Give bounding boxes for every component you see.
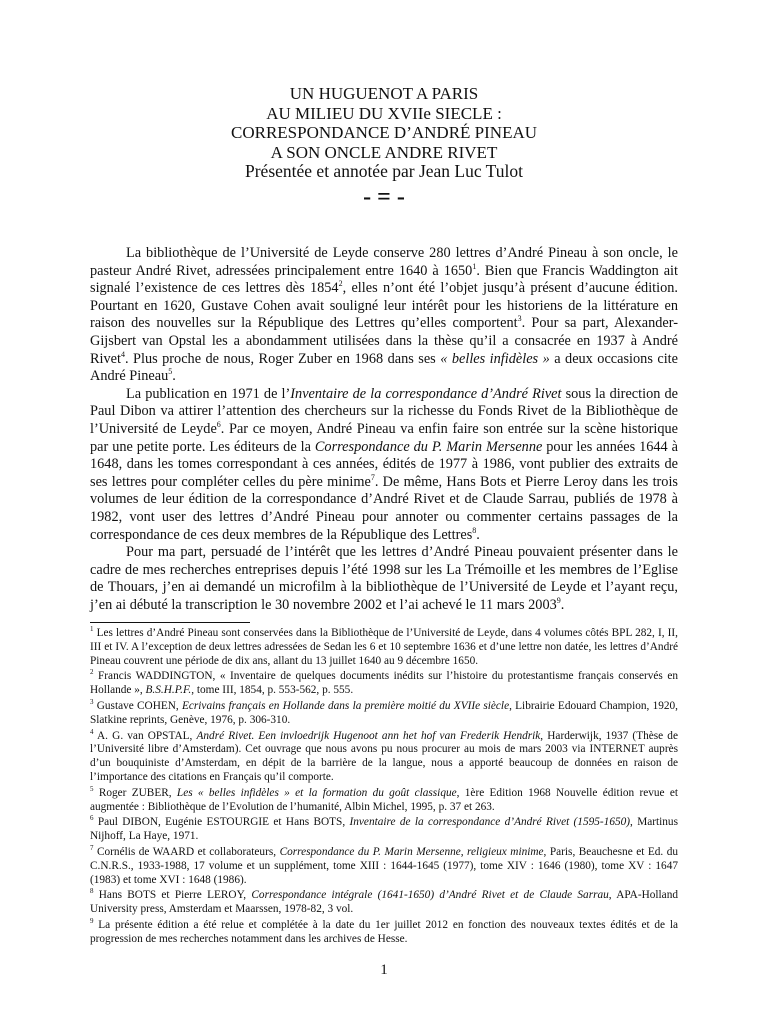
footnote-text: , tome III, 1854, p. 553-562, p. 555. — [191, 684, 354, 697]
footnote-3 — [90, 700, 678, 728]
footnote-text: , Librairie Edouard Champion, 1920, Slatkine reprints, Genève, 1976, p. 306-310. — [90, 699, 678, 726]
footnote-number: 9 — [90, 917, 94, 926]
footnote-text: Paul DIBON, Eugénie ESTOURGIE et Hans BOTS, — [93, 816, 350, 829]
footnote-text: Roger ZUBER, — [93, 786, 177, 799]
footnote-text: , 1ère Edition 1968 Nouvelle édition revue et augmentée : Bibliothèque de l’Evolution de l’humanité, Albin Michel, 1995, p. 37 et 263. — [90, 786, 678, 813]
footnote-ref: 1 — [472, 261, 477, 271]
text-run: . — [476, 526, 480, 543]
footnote-text: La présente édition a été relue et complétée à la date du 1er juillet 2012 en fonction des nouveaux textes édités et de la progression de mes recherches notamment dans les archives de Hesse. — [90, 918, 678, 945]
footnote-number: 5 — [90, 785, 94, 793]
footnote-number: 7 — [90, 844, 94, 853]
text-run: . De même, Hans Bots et Pierre Leroy dans les trois volumes de leur édition de la correspondance d’André Rivet et de Claude Sarrau, publiés de 1978 à 1982, vont user des lettres d’André Pineau pour annoter ou commenter certains passages de la correspondance de ces deux membres de la République des Lettres — [90, 473, 678, 543]
footnote-text: , Martinus Nijhoff, La Haye, 1971. — [90, 816, 678, 843]
footnote-1 — [90, 627, 678, 668]
italic-run: Inventaire de la correspondance d’André Rivet — [290, 385, 562, 402]
footnote-text: Gustave COHEN, — [93, 699, 182, 712]
paragraph-2 — [90, 386, 678, 544]
footnote-italic: Les « belles infidèles » et la formation du goût classique — [176, 786, 457, 799]
text-run: . Pour sa part, Alexander-Gijsbert van Opstal les a abondamment utilisées dans la thèse qu’il a consacrée en 1937 à André Rivet — [90, 315, 678, 367]
text-run: . Bien que Francis Waddington ait signalé l’existence de ces lettres dès 1854 — [90, 262, 678, 297]
footnote-2 — [90, 670, 678, 698]
footnote-text: Francis WADDINGTON, « Inventaire de quelques documents inédits sur l’histoire du protestantisme français conservés en Hollande », — [90, 670, 678, 697]
footnote-number: 4 — [90, 727, 94, 736]
footnote-italic: André Rivet. Een invloedrijk Hugenoot ann het hof van Frederik Hendrik — [196, 729, 541, 742]
footnote-ref: 8 — [472, 525, 477, 535]
footnote-text: , APA-Holland University press, Amsterdam et Maarssen, 1978-82, 3 vol. — [90, 889, 678, 916]
footnote-italic: Correspondance du P. Marin Mersenne, religieux minime — [279, 845, 544, 858]
page-number: 1 — [380, 962, 388, 978]
text-run: sous la direction de Paul Dibon va attirer l’attention des chercheurs sur la richesse du Fonds Rivet de la Bibliothèque de l’Université de Leyde — [90, 385, 678, 437]
footnote-text: , Harderwijk, 1937 (Thèse de l’Université libre d’Amsterdam). Cet ouvrage que nous avons pu nous procurer au mois de mars 2003 via INTERNET auprès d’un bouquiniste d’Amsterdam, en dépit de la barrière de la langue, nous a apporté beaucoup de données en raison de l’importance des citations en Français qu’il comporte. — [90, 729, 678, 783]
footnotes — [90, 627, 678, 949]
footnote-text: Cornélis de WAARD et collaborateurs, — [93, 845, 280, 858]
paragraph-1 — [90, 245, 678, 386]
footnote-ref: 9 — [556, 596, 561, 606]
italic-run: Correspondance du P. Marin Mersenne — [314, 438, 543, 455]
footnote-italic: Ecrivains français en Hollande dans la première moitié du XVIIe siècle — [181, 699, 510, 712]
title-line-3: CORRESPONDANCE D’ANDRÉ PINEAU — [230, 123, 538, 142]
body-text — [90, 245, 678, 614]
text-run: . — [560, 596, 565, 613]
footnote-8 — [90, 889, 678, 917]
footnote-italic: Correspondance intégrale (1641-1650) d’André Rivet et de Claude Sarrau — [251, 889, 609, 902]
footnote-divider — [90, 622, 250, 623]
footnote-number: 8 — [90, 887, 94, 896]
footnote-text: , Paris, Beauchesne et Ed. du C.N.R.S., 1933-1988, 17 volume et un supplément, tome XIII : 1644-1645 (1977), tome XIV : 1646 (1980), tome XV : 1647 (1983) et tome XVI : 1648 (1986). — [90, 845, 678, 886]
title-line-2: AU MILIEU DU XVIIe SIECLE : — [266, 103, 502, 123]
text-run: . — [172, 368, 176, 385]
footnote-ref: 6 — [216, 420, 221, 430]
italic-run: « belles infidèles » — [440, 350, 550, 367]
footnote-number: 3 — [90, 698, 94, 707]
footnote-text: Les lettres d’André Pineau sont conservées dans la Bibliothèque de l’Université de Leyde, dans 4 volumes côtés BPL 282, I, II, III et IV. A l’exception de deux lettres adressées de Sedan les 6 et 10 septembre 1636 et d’une lettre non datée, les lettres d’André Pineau couvrent une période de dix ans, allant du 13 juillet 1640 au 9 décembre 1650. — [90, 627, 678, 667]
footnote-ref: 5 — [168, 367, 173, 377]
footnote-ref: 3 — [517, 314, 522, 324]
footnote-italic: B.S.H.P.F. — [145, 684, 192, 697]
footnote-text: Hans BOTS et Pierre LEROY, — [93, 889, 252, 902]
footnote-ref: 7 — [370, 472, 375, 482]
footnote-number: 1 — [90, 625, 94, 634]
footnote-text: A. G. van OPSTAL, — [93, 729, 197, 742]
footnote-number: 2 — [90, 668, 94, 677]
footnote-5 — [90, 787, 678, 815]
footnote-4 — [90, 727, 678, 785]
title-line-4: A SON ONCLE ANDRE RIVET — [270, 142, 498, 162]
text-run: . Par ce moyen, André Pineau va enfin faire son entrée sur la scène historique par une petite porte. Les éditeurs de la — [90, 420, 678, 455]
footnote-italic: Inventaire de la correspondance d’André Rivet (1595-1650) — [349, 816, 631, 829]
footnote-ref: 4 — [120, 349, 125, 359]
text-run: , elles n’ont été l’objet jusqu’à présent d’aucune édition. Pourtant en 1620, Gustave Cohen avait souligné leur intérêt pour les historiens de la littérature en raison des nouvelles sur la République des Lettres qu’elles comportent — [90, 280, 678, 332]
title-separator: - = - — [363, 183, 405, 210]
title-line-1: UN HUGUENOT A PARIS — [289, 84, 479, 103]
title-author-line: Présentée et annotée par Jean Luc Tulot — [245, 161, 523, 181]
footnote-ref: 2 — [338, 279, 343, 289]
footnote-7 — [90, 846, 678, 887]
paragraph-3 — [90, 544, 678, 614]
footnote-number: 6 — [90, 814, 94, 823]
text-run: pour les années 1644 à 1648, dans les tomes correspondant à ces années, édités de 1977 à 1986, vont publier des extraits de ses lettres pour compléter celles du père minime — [90, 438, 678, 490]
text-run: La bibliothèque de l’Université de Leyde conserve 280 lettres d’André Pineau à son oncle, le pasteur André Rivet, adressées principalement entre 1640 à 1650 — [90, 245, 678, 279]
footnote-9 — [90, 919, 678, 947]
text-run: La publication en 1971 de l’ — [126, 385, 291, 402]
text-run: a deux occasions cite André Pineau — [90, 350, 678, 385]
text-run: . Plus proche de nous, Roger Zuber en 1968 dans ses — [124, 350, 441, 367]
text-run: Pour ma part, persuadé de l’intérêt que les lettres d’André Pineau pouvaient présenter dans le cadre de mes recherches entreprises depuis l’été 1998 sur les La Trémoille et les membres de l’Eglise de Thouars, j’en ai demandé un microfilm à la bibliothèque de l’Université de Leyde et l’ayant reçu, j’en ai débuté la transcription le 30 novembre 2002 et l’ai achevé le 11 mars 2003 — [90, 544, 678, 613]
footnote-6 — [90, 816, 678, 844]
title-block — [0, 84, 768, 212]
